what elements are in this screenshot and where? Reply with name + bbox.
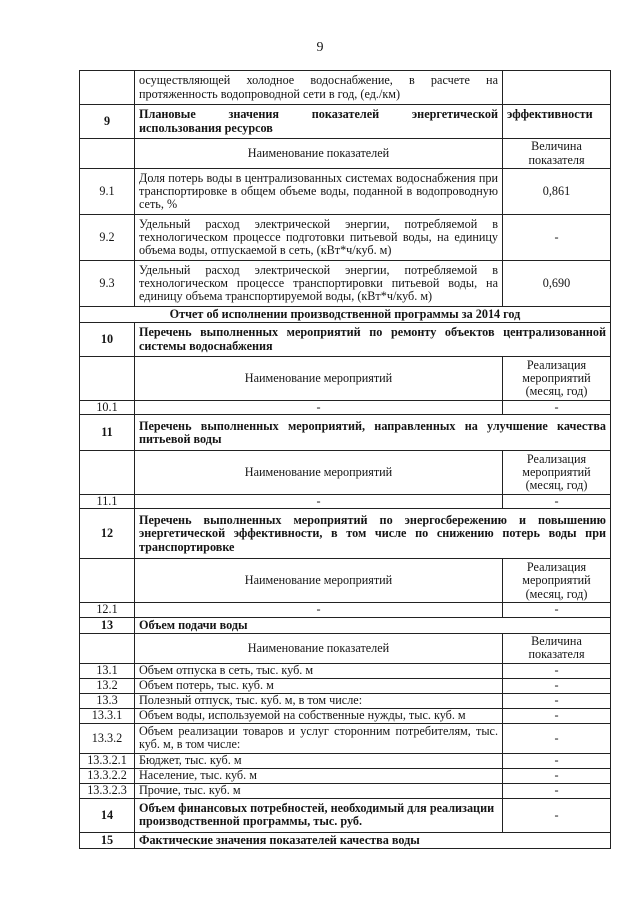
row-number: 9.1: [80, 169, 135, 215]
row-number: 9.2: [80, 215, 135, 261]
table-row: [80, 169, 611, 215]
table-row: [80, 215, 611, 261]
row-value: 0,861: [503, 169, 611, 215]
row-number: 10.1: [80, 401, 135, 415]
table-row: [80, 261, 611, 307]
section-number: 11: [80, 415, 135, 451]
column-header-row: [80, 559, 611, 603]
column-header-row: [80, 633, 611, 663]
row-number: 13.3.2.1: [80, 753, 135, 768]
row-text: -: [135, 401, 503, 415]
section-11-header: [80, 415, 611, 451]
row-value: -: [503, 693, 611, 708]
row-value: -: [503, 723, 611, 753]
row-number: 13.3.2.2: [80, 768, 135, 783]
row-number: 13.3.2: [80, 723, 135, 753]
row-value: -: [503, 768, 611, 783]
section-title: Перечень выполненных мероприятий по энергосбережению и повышению энергетической эффективности, в том числе по снижению потерь воды при транспортировке: [135, 509, 611, 559]
column-header-name: Наименование показателей: [135, 633, 503, 663]
row-text: Объем воды, используемой на собственные нужды, тыс. куб. м: [135, 708, 503, 723]
column-header-name: Наименование мероприятий: [135, 559, 503, 603]
section-title: Объем финансовых потребностей, необходимый для реализации производственной программы, тыс. руб.: [135, 798, 503, 832]
row-value: 0,690: [503, 261, 611, 307]
row-value: -: [503, 401, 611, 415]
section-title-continued: эффективности: [503, 105, 611, 139]
table-row: [80, 663, 611, 678]
row-value: -: [503, 663, 611, 678]
row-number: 12.1: [80, 603, 135, 617]
row-text: Прочие, тыс. куб. м: [135, 783, 503, 798]
section-title: Фактические значения показателей качества воды: [135, 832, 611, 848]
report-title: Отчет об исполнении производственной программы за 2014 год: [80, 307, 611, 323]
row-text: -: [135, 603, 503, 617]
row-number: [80, 451, 135, 495]
column-header-name: Наименование мероприятий: [135, 451, 503, 495]
row-text: Доля потерь воды в централизованных системах водоснабжения при транспортировке в общем объеме воды, поданной в водопроводную сеть, %: [135, 169, 503, 215]
row-number: 13.3.1: [80, 708, 135, 723]
column-header-row: [80, 451, 611, 495]
section-number: 9: [80, 105, 135, 139]
column-header-value: Реализация мероприятий (месяц, год): [503, 559, 611, 603]
row-number: [80, 559, 135, 603]
row-value: -: [503, 753, 611, 768]
row-number: [80, 139, 135, 169]
row-value: -: [503, 215, 611, 261]
column-header-row: [80, 357, 611, 401]
row-text: Население, тыс. куб. м: [135, 768, 503, 783]
row-number: [80, 633, 135, 663]
section-title: Перечень выполненных мероприятий по ремонту объектов централизованной системы водоснабжения: [135, 323, 611, 357]
row-text: Удельный расход электрической энергии, потребляемой в технологическом процессе подготовки питьевой воды, на единицу объема воды, отпускаемой в сеть, (кВт*ч/куб. м): [135, 215, 503, 261]
column-header-row: [80, 139, 611, 169]
section-title: [135, 105, 503, 139]
row-value: -: [503, 783, 611, 798]
row-value: -: [503, 603, 611, 617]
row-text: Бюджет, тыс. куб. м: [135, 753, 503, 768]
section-number: 13: [80, 617, 135, 633]
row-number: [80, 71, 135, 105]
table-row: [80, 678, 611, 693]
section-15-header: [80, 832, 611, 848]
page-number: 9: [316, 40, 324, 55]
continuation-value: [503, 71, 611, 105]
row-text: Полезный отпуск, тыс. куб. м, в том числе:: [135, 693, 503, 708]
section-14-header: [80, 798, 611, 832]
row-value: -: [503, 678, 611, 693]
column-header-value: Реализация мероприятий (месяц, год): [503, 451, 611, 495]
table-row: [80, 708, 611, 723]
row-number: [80, 357, 135, 401]
row-number: 9.3: [80, 261, 135, 307]
table-row: [80, 495, 611, 509]
row-text: Объем потерь, тыс. куб. м: [135, 678, 503, 693]
column-header-name: Наименование мероприятий: [135, 357, 503, 401]
table-row: [80, 783, 611, 798]
column-header-value: Величина показателя: [503, 139, 611, 169]
table-row: [80, 753, 611, 768]
row-number: 13.2: [80, 678, 135, 693]
section-10-header: [80, 323, 611, 357]
column-header-value: Величина показателя: [503, 633, 611, 663]
row-number: 13.3: [80, 693, 135, 708]
row-value: -: [503, 798, 611, 832]
section-number: 15: [80, 832, 135, 848]
section-13-header: [80, 617, 611, 633]
section-title: Перечень выполненных мероприятий, направленных на улучшение качества питьевой воды: [135, 415, 611, 451]
row-value: -: [503, 708, 611, 723]
section-title-line-2: использования ресурсов: [139, 120, 273, 135]
table-row: [80, 603, 611, 617]
row-number: 11.1: [80, 495, 135, 509]
report-title-row: [80, 307, 611, 323]
section-9-header: [80, 105, 611, 139]
column-header-value: Реализация мероприятий (месяц, год): [503, 357, 611, 401]
row-text: Объем реализации товаров и услуг сторонним потребителям, тыс. куб. м, в том числе:: [135, 723, 503, 753]
row-number: 13.3.2.3: [80, 783, 135, 798]
row-text: Удельный расход электрической энергии, потребляемой в технологическом процессе транспортировки питьевой воды, на единицу объема транспортируемой воды, (кВт*ч/куб. м): [135, 261, 503, 307]
section-12-header: [80, 509, 611, 559]
row-text: -: [135, 495, 503, 509]
table-row: [80, 768, 611, 783]
row-number: 13.1: [80, 663, 135, 678]
table-row: [80, 401, 611, 415]
table-row: [80, 723, 611, 753]
continuation-text: осуществляющей холодное водоснабжение, в расчете на протяженность водопроводной сети в год, (ед./км): [135, 71, 503, 105]
row-text: Объем отпуска в сеть, тыс. куб. м: [135, 663, 503, 678]
section-number: 14: [80, 798, 135, 832]
report-table: [79, 70, 611, 849]
row-value: -: [503, 495, 611, 509]
section-number: 12: [80, 509, 135, 559]
continuation-row: [80, 71, 611, 105]
section-title: Объем подачи воды: [135, 617, 611, 633]
section-title-line-1: Плановые значения показателей энергетической: [139, 107, 498, 122]
column-header-name: Наименование показателей: [135, 139, 503, 169]
section-number: 10: [80, 323, 135, 357]
table-row: [80, 693, 611, 708]
